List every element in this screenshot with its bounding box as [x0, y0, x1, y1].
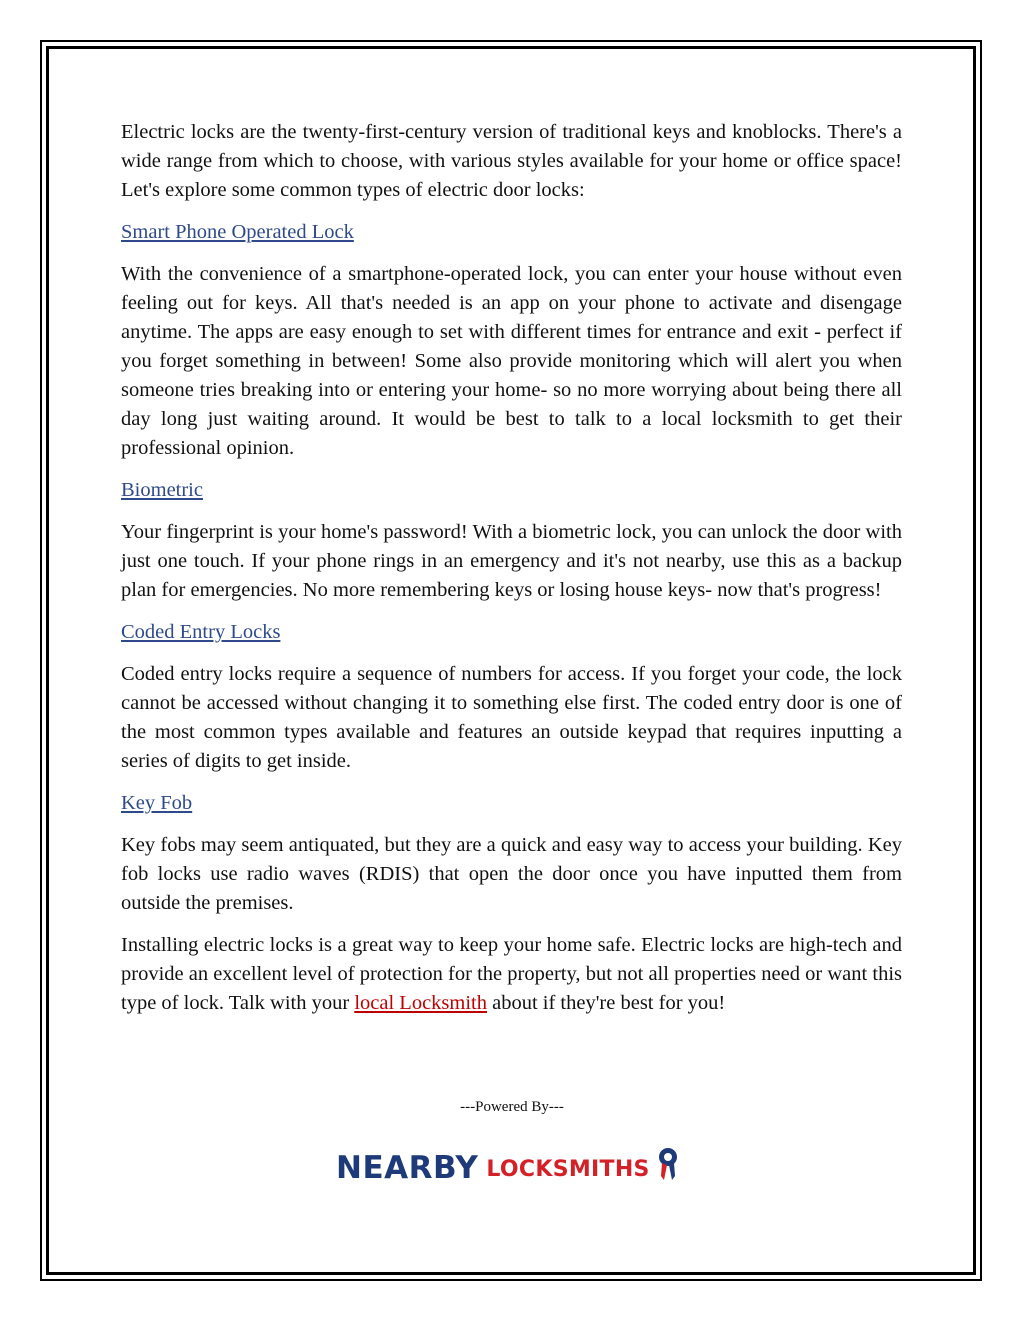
key-fob-link[interactable]: Key Fob [121, 792, 193, 814]
local-locksmith-link[interactable]: local Locksmith [354, 992, 487, 1014]
closing-text-before: Installing electric locks is a great way to keep your home safe. Electric locks are high-tech and provide an excellent level of protection for the property, but not all properties need or want this type of lock. Talk with your [121, 934, 902, 1014]
section-heading-coded-entry [121, 618, 902, 647]
smart-phone-paragraph: With the convenience of a smartphone-operated lock, you can enter your house without even feeling out for keys. All that's needed is an app on your phone to activate and disengage anytime. The apps are easy enough to set with different times for entrance and exit - perfect if you forget something in between! Some also provide monitoring which will alert you when someone tries breaking into or entering your home- so no more worrying about being there all day long just waiting around. It would be best to talk to a local locksmith to get their professional opinion. [121, 263, 902, 459]
biometric-link[interactable]: Biometric [121, 479, 203, 501]
logo-word-nearby: NEARBY [336, 1150, 479, 1186]
coded-entry-paragraph: Coded entry locks require a sequence of numbers for access. If you forget your code, the lock cannot be accessed without changing it to something else first. The coded entry door is one of the most common types available and features an outside keypad that requires inputting a series of digits to get inside. [121, 663, 902, 772]
nearby-locksmiths-logo[interactable] [336, 1142, 696, 1186]
section-heading-smart-phone [121, 218, 902, 247]
rosette-key-icon [654, 1146, 682, 1186]
section-heading-key-fob [121, 789, 902, 818]
coded-entry-locks-link[interactable]: Coded Entry Locks [121, 621, 281, 643]
logo-word-locksmiths: LOCKSMITHS [486, 1157, 650, 1182]
closing-paragraph [121, 931, 902, 1018]
section-heading-biometric [121, 476, 902, 505]
biometric-paragraph: Your fingerprint is your home's password! With a biometric lock, you can unlock the door with just one touch. If your phone rings in an emergency and it's not nearby, use this as a backup plan for emergencies. No more remembering keys or losing house keys- now that's progress! [121, 521, 902, 601]
smart-phone-lock-link[interactable]: Smart Phone Operated Lock [121, 221, 354, 243]
article-body [121, 118, 902, 1031]
intro-paragraph: Electric locks are the twenty-first-century version of traditional keys and knoblocks. There's a wide range from which to choose, with various styles available for your home or office space! Let's explore some common types of electric door locks: [121, 121, 902, 201]
powered-by-text: ---Powered By--- [460, 1099, 564, 1115]
closing-text-after: about if they're best for you! [486, 992, 726, 1014]
key-fob-paragraph: Key fobs may seem antiquated, but they are a quick and easy way to access your building. Key fob locks use radio waves (RDIS) that open the door once you have inputted them from outside the premises. [121, 834, 902, 914]
